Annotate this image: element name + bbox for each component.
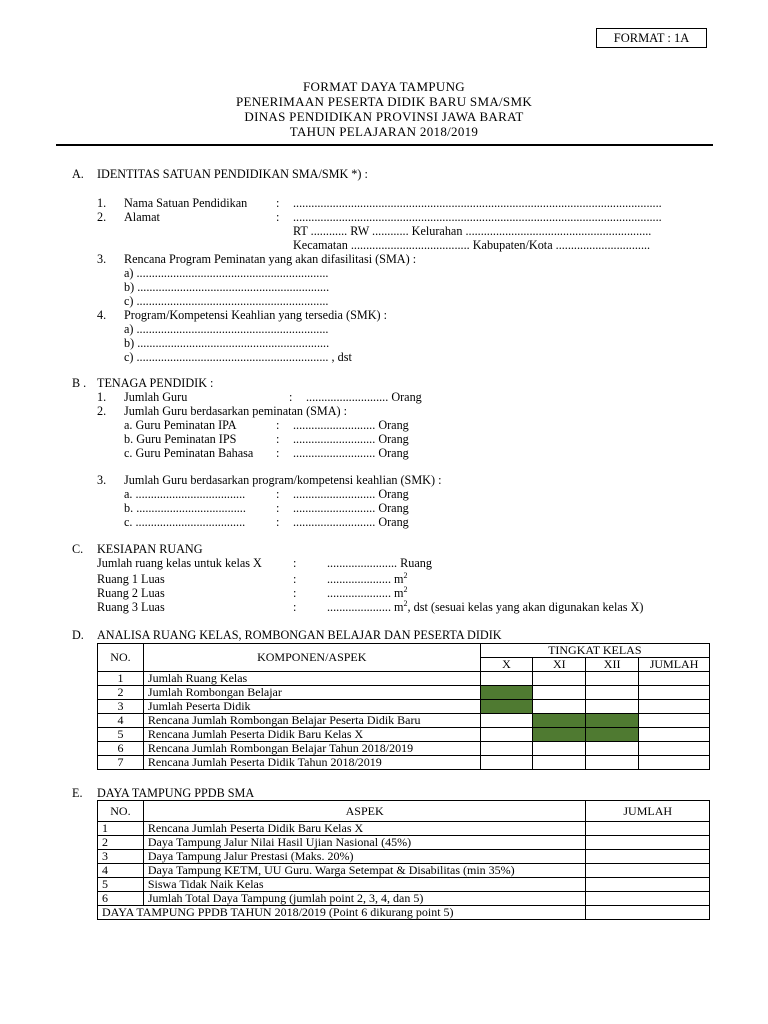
guru-peminatan-heading: Jumlah Guru berdasarkan peminatan (SMA) : [124,404,348,418]
peminatan-option-c[interactable]: c) ............................................................... [124,294,329,308]
table-row [98,864,710,878]
section-d-heading: ANALISA RUANG KELAS, ROMBONGAN BELAJAR DAN PESERTA DIDIK [97,628,502,642]
cell-jumlah[interactable] [639,728,710,742]
section-e-heading: DAYA TAMPUNG PPDB SMA [97,786,255,800]
ruang-1-label: Ruang 1 Luas [97,572,165,586]
table-row [98,714,710,728]
ruang-2-unit: m [394,586,404,600]
nama-label: Nama Satuan Pendidikan [124,196,248,210]
cell-jumlah[interactable] [586,864,710,878]
table-row [98,878,710,892]
table-row [98,728,710,742]
kompetensi-b-label[interactable]: b. .................................... [124,501,246,515]
cell-xi[interactable] [533,700,586,714]
section-e-letter: E. [72,786,83,800]
cell-jumlah[interactable] [586,836,710,850]
b1-number: 1. [97,390,107,404]
row-no: 3 [98,700,144,714]
table-row [98,756,710,770]
row-label: Jumlah Peserta Didik [143,700,480,714]
cell-xii[interactable] [586,742,639,756]
analisa-table [97,643,710,770]
jumlah-guru-label: Jumlah Guru [124,390,188,404]
table-row [98,686,710,700]
k-c-colon: : [276,515,280,529]
ruang-3-note: , dst (sesuai kelas yang akan digunakan kelas X) [407,600,644,614]
row-label: Rencana Jumlah Peserta Didik Baru Kelas X [143,822,586,836]
row-no: 5 [98,728,144,742]
row-label: Daya Tampung KETM, UU Guru. Warga Setempat & Disabilitas (min 35%) [143,864,586,878]
cell-xi[interactable] [533,686,586,700]
row-no: 1 [98,672,144,686]
doc-subtitle-3: TAHUN PELAJARAN 2018/2019 [289,124,479,139]
alamat-label: Alamat [124,210,160,224]
peminatan-heading: Rencana Program Peminatan yang akan difasilitasi (SMA) : [124,252,417,266]
doc-subtitle-2: DINAS PENDIDIKAN PROVINSI JAWA BARAT [244,109,524,124]
cell-xi[interactable] [533,742,586,756]
cell-xii-shaded [586,714,639,728]
cell-jumlah[interactable] [586,892,710,906]
nama-field[interactable]: ......................................................................................................................... [293,196,662,210]
section-a-letter: A. [72,167,84,181]
total-label: DAYA TAMPUNG PPDB TAHUN 2018/2019 (Point 6 dikurang point 5) [98,906,586,920]
ruang-1-colon: : [293,572,297,586]
cell-x[interactable] [480,714,533,728]
cell-xii-shaded [586,728,639,742]
total-row [98,906,710,920]
cell-xii[interactable] [586,686,639,700]
daya-tampung-table [97,800,710,920]
peminatan-option-a[interactable]: a) ............................................................... [124,266,329,280]
kompetensi-c-label[interactable]: c. .................................... [124,515,246,529]
a4-number: 4. [97,308,107,322]
guru-ipa-field[interactable]: ........................... Orang [293,418,409,432]
doc-title: FORMAT DAYA TAMPUNG [303,79,465,94]
ruang-3-field[interactable]: ..................... $m^2$, dst (sesuai kelas yang akan digunakan kelas X) [327,598,644,614]
row-no: 1 [98,822,144,836]
ruang-2-field[interactable]: ..................... $m^2$ [327,584,408,600]
cell-xi-shaded [533,728,586,742]
a1-colon: : [276,196,280,210]
section-b-heading: TENAGA PENDIDIK : [97,376,214,390]
cell-jumlah[interactable] [639,672,710,686]
kompetensi-a-label[interactable]: a. .................................... [124,487,246,501]
guru-ips-field[interactable]: ........................... Orang [293,432,409,446]
ruang-2-colon: : [293,586,297,600]
row-label: Rencana Jumlah Peserta Didik Baru Kelas X [143,728,480,742]
table-row [98,700,710,714]
col-xii: XII [586,658,639,672]
format-label: FORMAT : 1A [596,28,707,48]
col-xi: XI [533,658,586,672]
ruang-1-field[interactable]: ..................... $m^2$ [327,570,408,586]
table-row [98,836,710,850]
kompetensi-a-field[interactable]: ........................... Orang [293,487,409,501]
ruang-2-dots: ..................... [327,586,391,600]
program-option-a[interactable]: a) ............................................................... [124,322,329,336]
ruang-3-label: Ruang 3 Luas [97,600,165,614]
ips-colon: : [276,432,280,446]
k-b-colon: : [276,501,280,515]
kompetensi-c-field[interactable]: ........................... Orang [293,515,409,529]
cell-xii[interactable] [586,672,639,686]
section-a-heading: IDENTITAS SATUAN PENDIDIKAN SMA/SMK *) : [97,167,368,181]
table-row [98,742,710,756]
col-aspek: ASPEK [143,801,586,822]
doc-subtitle-1: PENERIMAAN PESERTA DIDIK BARU SMA/SMK [235,94,533,109]
cell-x-shaded [480,700,533,714]
a2-colon: : [276,210,280,224]
kecamatan-line[interactable]: Kecamatan ....................................... Kabupaten/Kota ............................... [293,238,651,252]
row-no: 4 [98,714,144,728]
row-label: Jumlah Ruang Kelas [143,672,480,686]
row-no: 2 [98,836,144,850]
section-c-heading: KESIAPAN RUANG [97,542,203,556]
row-label: Jumlah Rombongan Belajar [143,686,480,700]
row-no: 6 [98,892,144,906]
cell-xi-shaded [533,714,586,728]
col-x: X [480,658,533,672]
table-row [98,822,710,836]
program-option-c[interactable]: c) ............................................................... , dst [124,350,352,364]
col-no: NO. [98,644,144,672]
program-heading: Program/Kompetensi Keahlian yang tersedia (SMK) : [124,308,387,322]
cell-x[interactable] [480,672,533,686]
row-label: Daya Tampung Jalur Nilai Hasil Ujian Nasional (45%) [143,836,586,850]
table-row [98,892,710,906]
cell-xi[interactable] [533,756,586,770]
ipa-colon: : [276,418,280,432]
cell-jumlah[interactable] [639,756,710,770]
guru-ips-label: b. Guru Peminatan IPS [124,432,237,446]
cell-xii[interactable] [586,756,639,770]
cell-jumlah[interactable] [586,850,710,864]
alamat-field[interactable]: ......................................................................................................................... [293,210,662,224]
col-komponen: KOMPONEN/ASPEK [143,644,480,672]
section-d-letter: D. [72,628,84,642]
row-no: 4 [98,864,144,878]
bahasa-colon: : [276,446,280,460]
col-jumlah: JUMLAH [639,658,710,672]
k-a-colon: : [276,487,280,501]
guru-bahasa-field[interactable]: ........................... Orang [293,446,409,460]
row-label: Rencana Jumlah Peserta Didik Tahun 2018/2019 [143,756,480,770]
col-jumlah: JUMLAH [586,801,710,822]
a3-number: 3. [97,252,107,266]
ruang-1-unit: m [394,572,404,586]
table-row [98,672,710,686]
cell-jumlah[interactable] [586,878,710,892]
row-no: 2 [98,686,144,700]
b2-number: 2. [97,404,107,418]
cell-x[interactable] [480,756,533,770]
cell-xi[interactable] [533,672,586,686]
guru-bahasa-label: c. Guru Peminatan Bahasa [124,446,254,460]
guru-kompetensi-heading: Jumlah Guru berdasarkan program/kompetensi keahlian (SMK) : [124,473,442,487]
row-no: 7 [98,756,144,770]
row-label: Jumlah Total Daya Tampung (jumlah point 2, 3, 4, dan 5) [143,892,586,906]
ruang-3-colon: : [293,600,297,614]
cell-jumlah[interactable] [639,742,710,756]
ruang-2-label: Ruang 2 Luas [97,586,165,600]
kompetensi-b-field[interactable]: ........................... Orang [293,501,409,515]
ruang-kelas-colon: : [293,556,297,570]
cell-xii[interactable] [586,700,639,714]
a1-number: 1. [97,196,107,210]
a2-number: 2. [97,210,107,224]
ruang-3-dots: ..................... [327,600,391,614]
row-no: 3 [98,850,144,864]
rt-rw-line[interactable]: RT ............ RW ............ Kelurahan ............................................................. [293,224,652,238]
ruang-kelas-field[interactable]: ....................... Ruang [327,556,432,570]
cell-x-shaded [480,686,533,700]
row-label: Siswa Tidak Naik Kelas [143,878,586,892]
peminatan-option-b[interactable]: b) ............................................................... [124,280,330,294]
col-tingkat: TINGKAT KELAS [480,644,709,658]
cell-jumlah[interactable] [639,700,710,714]
section-b-letter: B . [72,376,87,390]
ruang-3-unit: m [394,600,404,614]
ruang-kelas-label: Jumlah ruang kelas untuk kelas X [97,556,262,570]
col-no: NO. [98,801,144,822]
row-no: 6 [98,742,144,756]
ruang-1-dots: ..................... [327,572,391,586]
jumlah-guru-field[interactable]: ........................... Orang [306,390,422,404]
header-divider [56,144,713,146]
section-c-letter: C. [72,542,84,556]
total-jumlah[interactable] [586,906,710,920]
row-label: Rencana Jumlah Rombongan Belajar Tahun 2018/2019 [143,742,480,756]
guru-ipa-label: a. Guru Peminatan IPA [124,418,237,432]
row-label: Rencana Jumlah Rombongan Belajar Peserta Didik Baru [143,714,480,728]
program-option-b[interactable]: b) ............................................................... [124,336,330,350]
cell-jumlah[interactable] [639,686,710,700]
cell-x[interactable] [480,728,533,742]
cell-jumlah[interactable] [639,714,710,728]
b1-colon: : [289,390,293,404]
row-no: 5 [98,878,144,892]
table-row [98,850,710,864]
cell-jumlah[interactable] [586,822,710,836]
cell-x[interactable] [480,742,533,756]
row-label: Daya Tampung Jalur Prestasi (Maks. 20%) [143,850,586,864]
b3-number: 3. [97,473,107,487]
